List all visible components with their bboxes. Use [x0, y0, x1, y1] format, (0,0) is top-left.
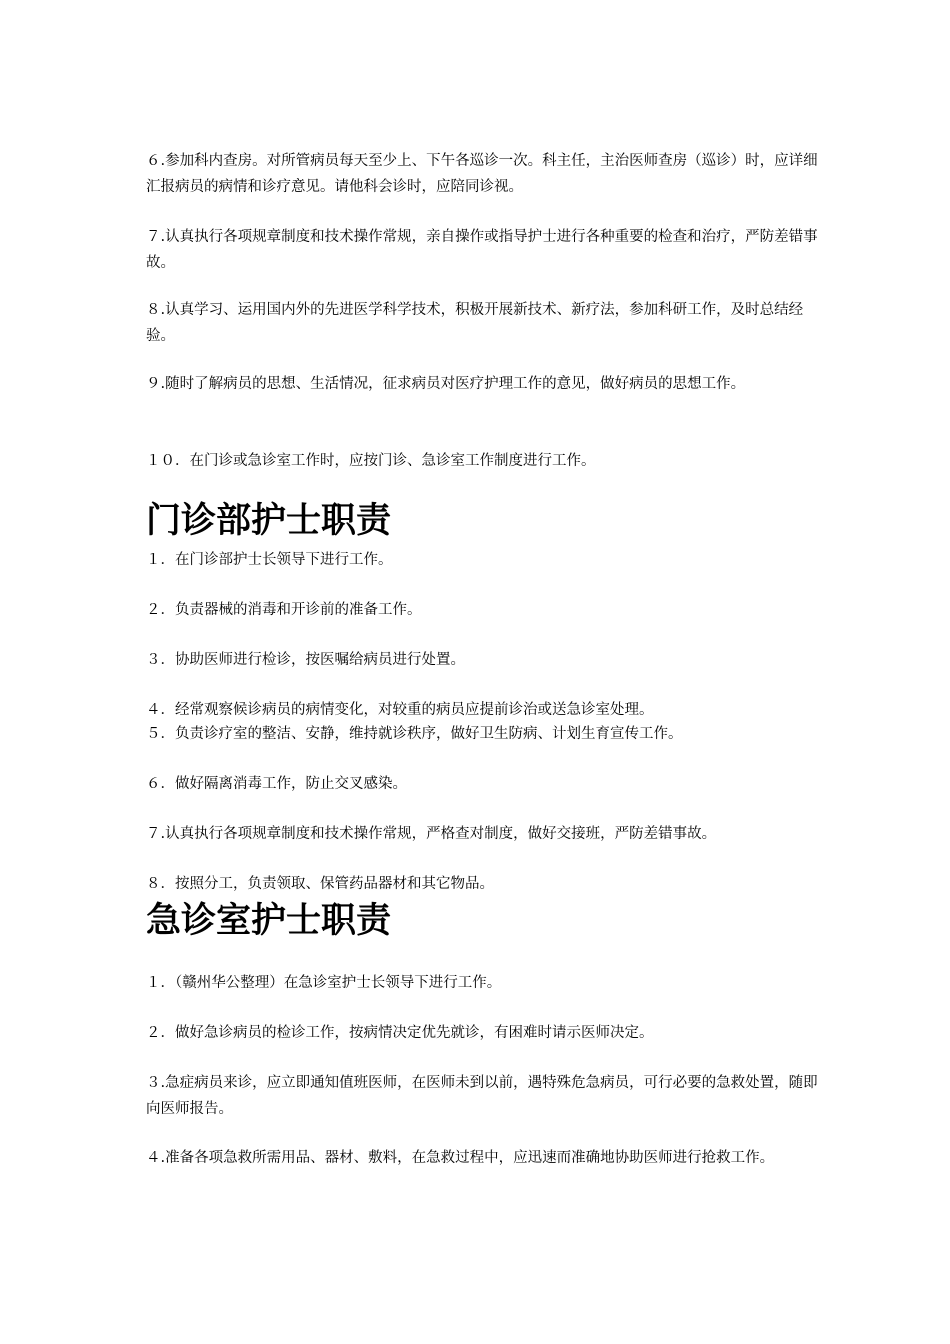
doctor-duty-item-10: １０．在门诊或急诊室工作时，应按门诊、急诊室工作制度进行工作。 — [146, 453, 596, 469]
outpatient-duty-item-8: ８．按照分工，负责领取、保管药品器材和其它物品。 — [146, 876, 494, 892]
emergency-duty-item-4: ４.准备各项急救所需用品、器材、敷料，在急救过程中，应迅速而准确地协助医师进行抢救工作。 — [146, 1150, 775, 1166]
emergency-duty-item-2: ２．做好急诊病员的检诊工作，按病情决定优先就诊，有困难时请示医师决定。 — [146, 1025, 654, 1041]
doctor-duty-item-6: ６.参加科内查房。对所管病员每天至少上、下午各巡诊一次。科主任，主治医师查房（巡诊）时，应详细汇报病员的病情和诊疗意见。请他科会诊时，应陪同诊视。 — [146, 153, 818, 195]
doctor-duty-item-8: ８.认真学习、运用国内外的先进医学科学技术，积极开展新技术、新疗法，参加科研工作，及时总结经验。 — [146, 302, 804, 344]
outpatient-duty-item-7: ７.认真执行各项规章制度和技术操作常规，严格查对制度，做好交接班，严防差错事故。 — [146, 826, 717, 842]
emergency-duty-item-3: ３.急症病员来诊，应立即通知值班医师，在医师未到以前，遇特殊危急病员，可行必要的急救处置，随即向医师报告。 — [146, 1075, 818, 1117]
doctor-duty-item-7: ７.认真执行各项规章制度和技术操作常规，亲自操作或指导护士进行各种重要的检查和治疗，严防差错事故。 — [146, 229, 818, 271]
outpatient-duty-item-2: ２．负责器械的消毒和开诊前的准备工作。 — [146, 602, 422, 618]
outpatient-duty-item-1: １．在门诊部护士长领导下进行工作。 — [146, 552, 393, 568]
outpatient-duty-item-4: ４．经常观察候诊病员的病情变化，对较重的病员应提前诊治或送急诊室处理。 — [146, 702, 654, 718]
emergency-duty-item-1: １．（赣州华公整理）在急诊室护士长领导下进行工作。 — [146, 975, 502, 991]
doctor-duty-item-9: ９.随时了解病员的思想、生活情况，征求病员对医疗护理工作的意见，做好病员的思想工作。 — [146, 376, 746, 392]
outpatient-nurse-heading: 门诊部护士职责 — [146, 501, 392, 541]
outpatient-duty-item-6: ６．做好隔离消毒工作，防止交叉感染。 — [146, 776, 407, 792]
outpatient-duty-item-5: ５．负责诊疗室的整洁、安静，维持就诊秩序，做好卫生防病、计划生育宣传工作。 — [146, 726, 683, 742]
emergency-nurse-heading: 急诊室护士职责 — [146, 901, 392, 941]
outpatient-duty-item-3: ３．协助医师进行检诊，按医嘱给病员进行处置。 — [146, 652, 465, 668]
document-page — [146, 0, 826, 1344]
